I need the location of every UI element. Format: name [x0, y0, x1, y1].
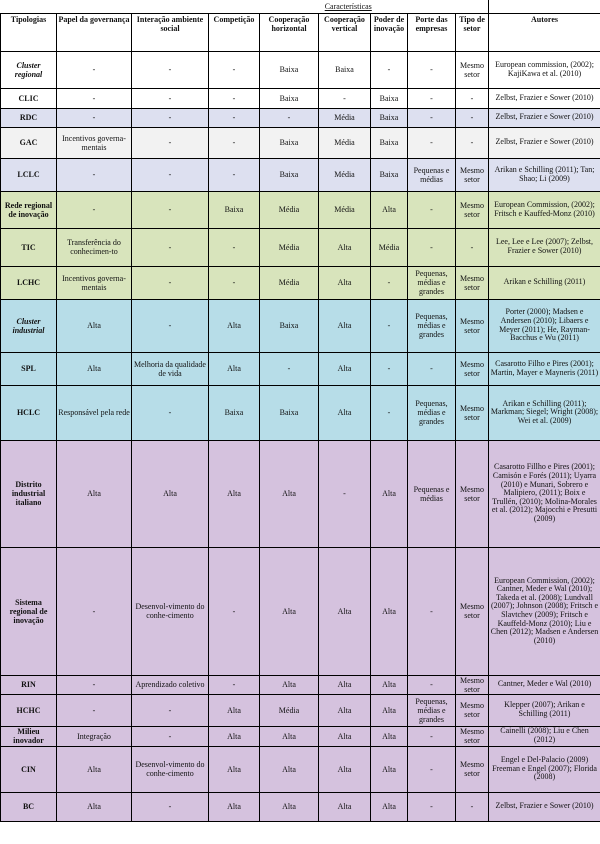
characteristic-cell: Pequenas e médias: [408, 440, 456, 547]
characteristic-cell: Alta: [260, 547, 319, 675]
characteristic-cell: Baixa: [260, 158, 319, 191]
characteristic-cell: Alta: [209, 299, 260, 352]
table-row: [1, 352, 600, 385]
table-row: [1, 228, 600, 266]
characteristic-cell: Alta: [371, 547, 408, 675]
characteristic-cell: -: [132, 726, 209, 746]
characteristic-cell: -: [209, 51, 260, 88]
characteristic-cell: Alta: [57, 792, 132, 821]
characteristic-cell: Mesmo setor: [456, 266, 489, 299]
characteristic-cell: Alta: [319, 746, 371, 792]
characteristic-cell: Alta: [260, 726, 319, 746]
characteristic-cell: -: [408, 191, 456, 228]
characteristic-cell: -: [408, 352, 456, 385]
characteristic-cell: Mesmo setor: [456, 299, 489, 352]
characteristic-cell: Responsável pela rede: [57, 385, 132, 440]
characteristic-cell: -: [57, 694, 132, 726]
characteristic-cell: Alta: [57, 440, 132, 547]
table-body: [1, 51, 600, 821]
characteristic-cell: Alta: [319, 299, 371, 352]
characteristic-cell: -: [132, 158, 209, 191]
authors-cell: Casarotto Filho e Pires (2001); Martin, Mayer e Mayneris (2011): [489, 352, 600, 385]
characteristic-cell: -: [408, 746, 456, 792]
characteristic-cell: Baixa: [371, 127, 408, 158]
characteristic-cell: Alta: [260, 675, 319, 694]
characteristic-cell: Mesmo setor: [456, 440, 489, 547]
characteristic-cell: -: [408, 547, 456, 675]
typology-cell: HCHC: [1, 694, 57, 726]
characteristic-cell: Alta: [209, 694, 260, 726]
typology-cell: SPL: [1, 352, 57, 385]
characteristic-cell: Aprendizado coletivo: [132, 675, 209, 694]
characteristic-cell: -: [132, 51, 209, 88]
characteristic-cell: Baixa: [260, 299, 319, 352]
typology-cell: GAC: [1, 127, 57, 158]
characteristic-cell: Pequenas, médias e grandes: [408, 385, 456, 440]
characteristic-cell: Alta: [371, 191, 408, 228]
characteristic-cell: -: [57, 51, 132, 88]
characteristic-cell: Média: [260, 694, 319, 726]
characteristic-cell: -: [408, 726, 456, 746]
characteristic-cell: -: [456, 792, 489, 821]
characteristic-cell: -: [57, 191, 132, 228]
authors-cell: European Commission, (2002); Cantner, Meder e Wal (2010); Takeda et al. (2008); Lundvall (2007); Johnson (2008); Fritsch e Slavtchev (2009); Fritsch e Kauffeld-Monz (2010); Liu e Chen (2012); Madsen e Andersen (2010): [489, 547, 600, 675]
characteristic-cell: Baixa: [260, 88, 319, 108]
table-row: [1, 746, 600, 792]
typology-cell: TIC: [1, 228, 57, 266]
table-row: [1, 694, 600, 726]
characteristic-cell: -: [209, 266, 260, 299]
characteristic-cell: Desenvol-vimento do conhe-cimento: [132, 547, 209, 675]
characteristic-cell: Alta: [209, 440, 260, 547]
authors-cell: Arikan e Schilling (2011): [489, 266, 600, 299]
characteristic-cell: Desenvol-vimento do conhe-cimento: [132, 746, 209, 792]
authors-cell: Zelbst, Frazier e Sower (2010): [489, 127, 600, 158]
characteristic-cell: Mesmo setor: [456, 694, 489, 726]
characteristic-cell: -: [132, 108, 209, 127]
column-header: Poder de inovação: [371, 13, 408, 51]
characteristic-cell: Baixa: [260, 51, 319, 88]
characteristic-cell: Mesmo setor: [456, 51, 489, 88]
authors-cell: Lee, Lee e Lee (2007); Zelbst, Frazier e Sower (2010): [489, 228, 600, 266]
authors-cell: European Commission, (2002); Fritsch e Kauffed-Monz (2010): [489, 191, 600, 228]
characteristic-cell: Alta: [319, 266, 371, 299]
characteristic-cell: Alta: [57, 299, 132, 352]
authors-cell: Zelbst, Frazier e Sower (2010): [489, 88, 600, 108]
characteristic-cell: Incentivos governa-mentais: [57, 266, 132, 299]
characteristic-cell: Alta: [319, 675, 371, 694]
characteristic-cell: Alta: [371, 792, 408, 821]
column-header: Tipologias: [1, 13, 57, 51]
characteristic-cell: -: [209, 88, 260, 108]
typology-cell: Sistema regional de inovação: [1, 547, 57, 675]
characteristic-cell: -: [456, 127, 489, 158]
characteristic-cell: Alta: [209, 352, 260, 385]
characteristic-cell: -: [132, 191, 209, 228]
characteristic-cell: Mesmo setor: [456, 746, 489, 792]
characteristic-cell: -: [408, 675, 456, 694]
characteristic-cell: Média: [260, 228, 319, 266]
characteristic-cell: -: [57, 108, 132, 127]
authors-cell: Zelbst, Frazier e Sower (2010): [489, 792, 600, 821]
characteristic-cell: Alta: [319, 385, 371, 440]
authors-cell: Zelbst, Frazier e Sower (2010): [489, 108, 600, 127]
table-row: [1, 191, 600, 228]
column-header: Papel da governança: [57, 13, 132, 51]
table-row: [1, 726, 600, 746]
authors-cell: Arikan e Schilling (2011); Markman; Siegel; Wright (2008); Wei et al. (2009): [489, 385, 600, 440]
typology-cell: LCHC: [1, 266, 57, 299]
characteristic-cell: -: [371, 51, 408, 88]
characteristic-cell: Alta: [371, 675, 408, 694]
authors-cell: Engel e Del-Palacio (2009) Freeman e Engel (2007); Florida (2008): [489, 746, 600, 792]
table-row: [1, 88, 600, 108]
authors-cell: European commission, (2002); KajiKawa et al. (2010): [489, 51, 600, 88]
characteristic-cell: Baixa: [209, 191, 260, 228]
characteristic-cell: Incentivos governa-mentais: [57, 127, 132, 158]
characteristic-cell: Média: [260, 266, 319, 299]
characteristic-cell: -: [456, 228, 489, 266]
characteristic-cell: -: [132, 792, 209, 821]
characteristic-cell: Baixa: [260, 385, 319, 440]
characteristic-cell: Alta: [57, 746, 132, 792]
characteristic-cell: -: [408, 228, 456, 266]
characteristic-cell: Mesmo setor: [456, 191, 489, 228]
table-row: [1, 108, 600, 127]
authors-cell: Arikan e Schilling (2011); Tan; Shao; Li (2009): [489, 158, 600, 191]
characteristic-cell: -: [408, 108, 456, 127]
characteristic-cell: Alta: [260, 746, 319, 792]
characteristic-cell: -: [57, 158, 132, 191]
table-row: [1, 299, 600, 352]
characteristic-cell: -: [408, 792, 456, 821]
characteristic-cell: -: [132, 385, 209, 440]
characteristic-cell: -: [319, 88, 371, 108]
characteristic-cell: Alta: [260, 792, 319, 821]
characteristic-cell: Baixa: [209, 385, 260, 440]
characteristic-cell: Mesmo setor: [456, 726, 489, 746]
column-header: Competição: [209, 13, 260, 51]
characteristic-cell: -: [132, 694, 209, 726]
characteristic-cell: Alta: [319, 792, 371, 821]
characteristic-cell: Baixa: [371, 108, 408, 127]
characteristic-cell: Mesmo setor: [456, 352, 489, 385]
characteristic-cell: Alta: [319, 352, 371, 385]
typology-cell: CIN: [1, 746, 57, 792]
characteristic-cell: -: [209, 108, 260, 127]
characteristic-cell: Média: [260, 191, 319, 228]
characteristic-cell: -: [260, 352, 319, 385]
characteristic-cell: Alta: [209, 726, 260, 746]
characteristic-cell: -: [408, 127, 456, 158]
characteristic-cell: Mesmo setor: [456, 675, 489, 694]
characteristic-cell: Alta: [371, 440, 408, 547]
column-header: Porte das empresas: [408, 13, 456, 51]
characteristic-cell: Alta: [132, 440, 209, 547]
characteristic-cell: Média: [319, 158, 371, 191]
typology-cell: BC: [1, 792, 57, 821]
characteristic-cell: Alta: [319, 726, 371, 746]
characteristic-cell: Alta: [319, 228, 371, 266]
characteristic-cell: Alta: [371, 726, 408, 746]
column-header: Interação ambiente social: [132, 13, 209, 51]
typology-cell: Distrito industrial italiano: [1, 440, 57, 547]
characteristic-cell: -: [209, 228, 260, 266]
characteristic-cell: Média: [319, 191, 371, 228]
authors-cell: Klepper (2007); Arikan e Schilling (2011): [489, 694, 600, 726]
characteristic-cell: -: [456, 88, 489, 108]
characteristic-cell: Média: [319, 108, 371, 127]
characteristic-cell: -: [209, 158, 260, 191]
typology-cell: Milieu inovador: [1, 726, 57, 746]
header-row: [1, 13, 600, 51]
typology-cell: HCLC: [1, 385, 57, 440]
characteristic-cell: Alta: [371, 746, 408, 792]
table-row: [1, 675, 600, 694]
characteristic-cell: Alta: [209, 746, 260, 792]
characteristic-cell: Alta: [371, 694, 408, 726]
characteristic-cell: -: [209, 675, 260, 694]
characteristic-cell: Pequenas, médias e grandes: [408, 694, 456, 726]
table-row: [1, 51, 600, 88]
column-header: Tipo de setor: [456, 13, 489, 51]
typology-cell: Rede regional de inovação: [1, 191, 57, 228]
characteristic-cell: Integração: [57, 726, 132, 746]
characteristic-cell: Alta: [57, 352, 132, 385]
typology-cell: Cluster regional: [1, 51, 57, 88]
typology-cell: LCLC: [1, 158, 57, 191]
table-row: [1, 547, 600, 675]
authors-cell: Porter (2000); Madsen e Andersen (2010); Libaers e Meyer (2011); He, Rayman-Bacchus e Wu (2011): [489, 299, 600, 352]
characteristic-cell: Alta: [209, 792, 260, 821]
characteristic-cell: Mesmo setor: [456, 547, 489, 675]
characteristic-cell: Baixa: [371, 158, 408, 191]
column-header: Cooperação horizontal: [260, 13, 319, 51]
characteristic-cell: -: [319, 440, 371, 547]
characteristic-cell: Baixa: [319, 51, 371, 88]
column-header: Autores: [489, 13, 600, 51]
characteristic-cell: -: [260, 108, 319, 127]
characteristic-cell: -: [209, 127, 260, 158]
characteristic-cell: -: [408, 51, 456, 88]
characteristic-cell: Baixa: [371, 88, 408, 108]
characteristic-cell: Melhoria da qualidade de vida: [132, 352, 209, 385]
characteristic-cell: -: [408, 88, 456, 108]
characteristic-cell: Baixa: [260, 127, 319, 158]
table-row: [1, 385, 600, 440]
table-row: [1, 440, 600, 547]
characteristic-cell: -: [371, 385, 408, 440]
authors-cell: Cantner, Meder e Wal (2010): [489, 675, 600, 694]
characteristics-caption: Características: [209, 0, 489, 13]
authors-cell: Cainelli (2008); Liu e Chen (2012): [489, 726, 600, 746]
characteristic-cell: -: [132, 228, 209, 266]
table-row: [1, 127, 600, 158]
characteristic-cell: -: [57, 88, 132, 108]
characteristic-cell: Média: [319, 127, 371, 158]
characteristic-cell: -: [371, 266, 408, 299]
typology-cell: Cluster industrial: [1, 299, 57, 352]
characteristic-cell: -: [132, 299, 209, 352]
characteristic-cell: -: [371, 352, 408, 385]
characteristic-cell: -: [132, 88, 209, 108]
table-row: [1, 158, 600, 191]
column-header: Cooperação vertical: [319, 13, 371, 51]
characteristic-cell: -: [371, 299, 408, 352]
table-row: [1, 266, 600, 299]
characteristic-cell: -: [456, 108, 489, 127]
characteristic-cell: Alta: [319, 547, 371, 675]
characteristic-cell: Mesmo setor: [456, 158, 489, 191]
characteristic-cell: -: [132, 127, 209, 158]
characteristic-cell: Mesmo setor: [456, 385, 489, 440]
characteristic-cell: -: [132, 266, 209, 299]
authors-cell: Casarotto Fillho e Pires (2001); Camisón e Forés (2011); Uyarra (2010) e Munari, Sobrero e Malipiero, (2011); Boix e Trullén, (2010); Molina-Morales et al. (2012); Majocchi e Presutti (2009): [489, 440, 600, 547]
characteristic-cell: Pequenas e médias: [408, 158, 456, 191]
characteristic-cell: Pequenas, médias e grandes: [408, 299, 456, 352]
typology-cell: CLIC: [1, 88, 57, 108]
characteristic-cell: Alta: [260, 440, 319, 547]
typology-cell: RIN: [1, 675, 57, 694]
characteristic-cell: -: [57, 675, 132, 694]
table-row: [1, 792, 600, 821]
characteristic-cell: Transferência do conhecimen-to: [57, 228, 132, 266]
characteristic-cell: Pequenas, médias e grandes: [408, 266, 456, 299]
typology-cell: RDC: [1, 108, 57, 127]
characteristic-cell: -: [57, 547, 132, 675]
characteristic-cell: Média: [371, 228, 408, 266]
characteristic-cell: -: [209, 547, 260, 675]
characteristic-cell: Alta: [319, 694, 371, 726]
